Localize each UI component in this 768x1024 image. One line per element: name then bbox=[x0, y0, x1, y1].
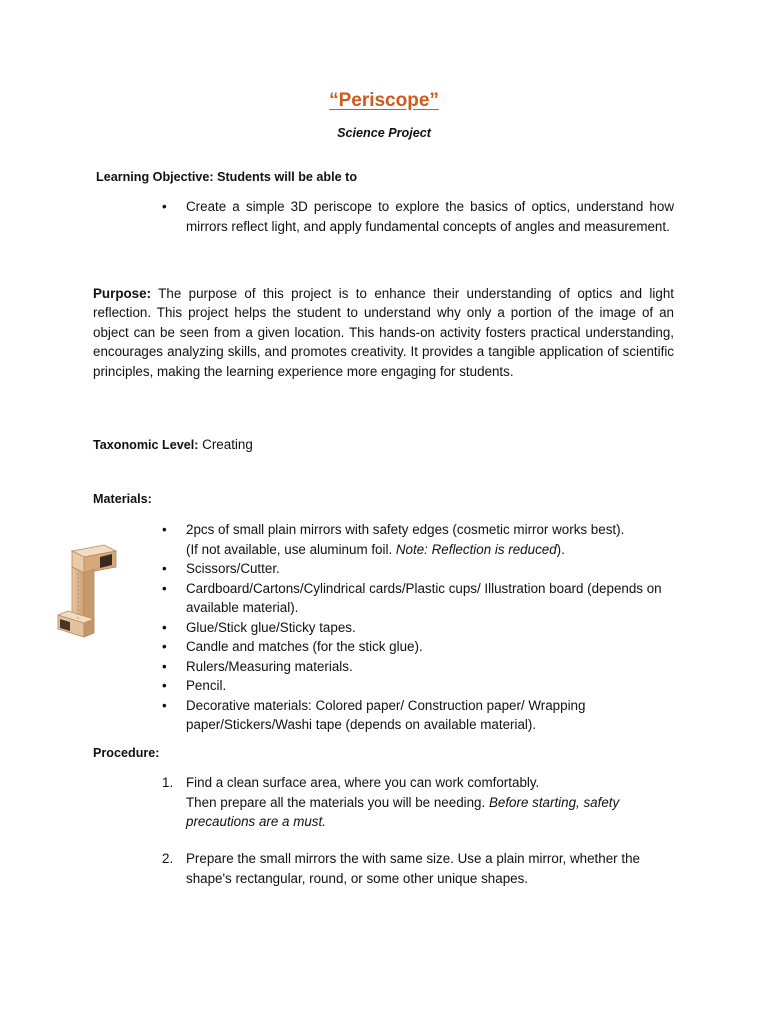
list-item: • Candle and matches (for the stick glue). bbox=[162, 637, 674, 657]
taxonomic-value: Creating bbox=[198, 437, 253, 452]
list-item: • Create a simple 3D periscope to explore the basics of optics, understand how mirrors reflect light, and apply fundamental concepts of angles and measurement. bbox=[162, 199, 674, 234]
learning-objective-list bbox=[162, 197, 674, 236]
list-item: • Pencil. bbox=[162, 676, 674, 696]
materials-list bbox=[162, 520, 674, 735]
bullet-icon: • bbox=[162, 199, 167, 214]
bullet-icon: • bbox=[162, 639, 167, 654]
bullet-icon: • bbox=[162, 580, 167, 596]
bullet-icon: • bbox=[162, 658, 167, 674]
purpose-text: The purpose of this project is to enhance their understanding of optics and light reflection. This project helps the student to understand why only a portion of the image of an object can be seen from a given location. This hands-on activity fosters practical understanding, encourages analyzing skills, and promotes creativity. It provides a tangible application of scientific principles, making the learning experience more engaging for students. bbox=[93, 286, 674, 379]
list-item: • Cardboard/Cartons/Cylindrical cards/Plastic cups/ Illustration board (depends on available material). bbox=[162, 580, 662, 615]
step-number: 1. bbox=[162, 775, 174, 790]
list-item: • 2pcs of small plain mirrors with safety edges (cosmetic mirror works best). (If not available, use aluminum foil. Note: Reflection is reduced). bbox=[162, 522, 625, 557]
purpose-label: Purpose: bbox=[93, 286, 152, 301]
bullet-icon: • bbox=[162, 561, 167, 576]
note-text: Before starting, safety precautions are a must. bbox=[186, 794, 620, 829]
materials-heading: Materials: bbox=[93, 492, 152, 506]
bullet-icon: • bbox=[162, 697, 167, 713]
page-subtitle: Science Project bbox=[337, 126, 431, 140]
list-item: • Scissors/Cutter. bbox=[162, 559, 674, 579]
periscope-model-image bbox=[44, 543, 130, 641]
note-text: Note: Reflection is reduced bbox=[395, 541, 557, 557]
list-item: • Decorative materials: Colored paper/ Construction paper/ Wrapping paper/Stickers/Washi tape (depends on available material). bbox=[162, 697, 586, 732]
bullet-icon: • bbox=[162, 619, 167, 635]
taxonomic-level bbox=[93, 437, 253, 452]
list-item: 2. Prepare the small mirrors the with same size. Use a plain mirror, whether the shape's rectangular, round, or some other unique shapes. bbox=[162, 851, 640, 886]
list-item: 1. Find a clean surface area, where you can work comfortably. Then prepare all the materials you will be needing. Before starting, safety precautions are a must. bbox=[162, 775, 620, 829]
procedure-step-1 bbox=[162, 773, 674, 832]
bullet-icon: • bbox=[162, 678, 167, 693]
bullet-icon: • bbox=[162, 522, 167, 537]
purpose-paragraph bbox=[93, 284, 674, 381]
learning-objective-heading: Learning Objective: Students will be able to bbox=[96, 170, 358, 184]
taxonomic-label: Taxonomic Level: bbox=[93, 438, 199, 452]
procedure-heading: Procedure: bbox=[93, 746, 160, 760]
page-title: “Periscope” bbox=[329, 90, 439, 111]
step-number: 2. bbox=[162, 851, 174, 866]
list-item: • Rulers/Measuring materials. bbox=[162, 657, 674, 677]
list-item: • Glue/Stick glue/Sticky tapes. bbox=[162, 618, 674, 638]
procedure-step-2 bbox=[162, 849, 674, 888]
